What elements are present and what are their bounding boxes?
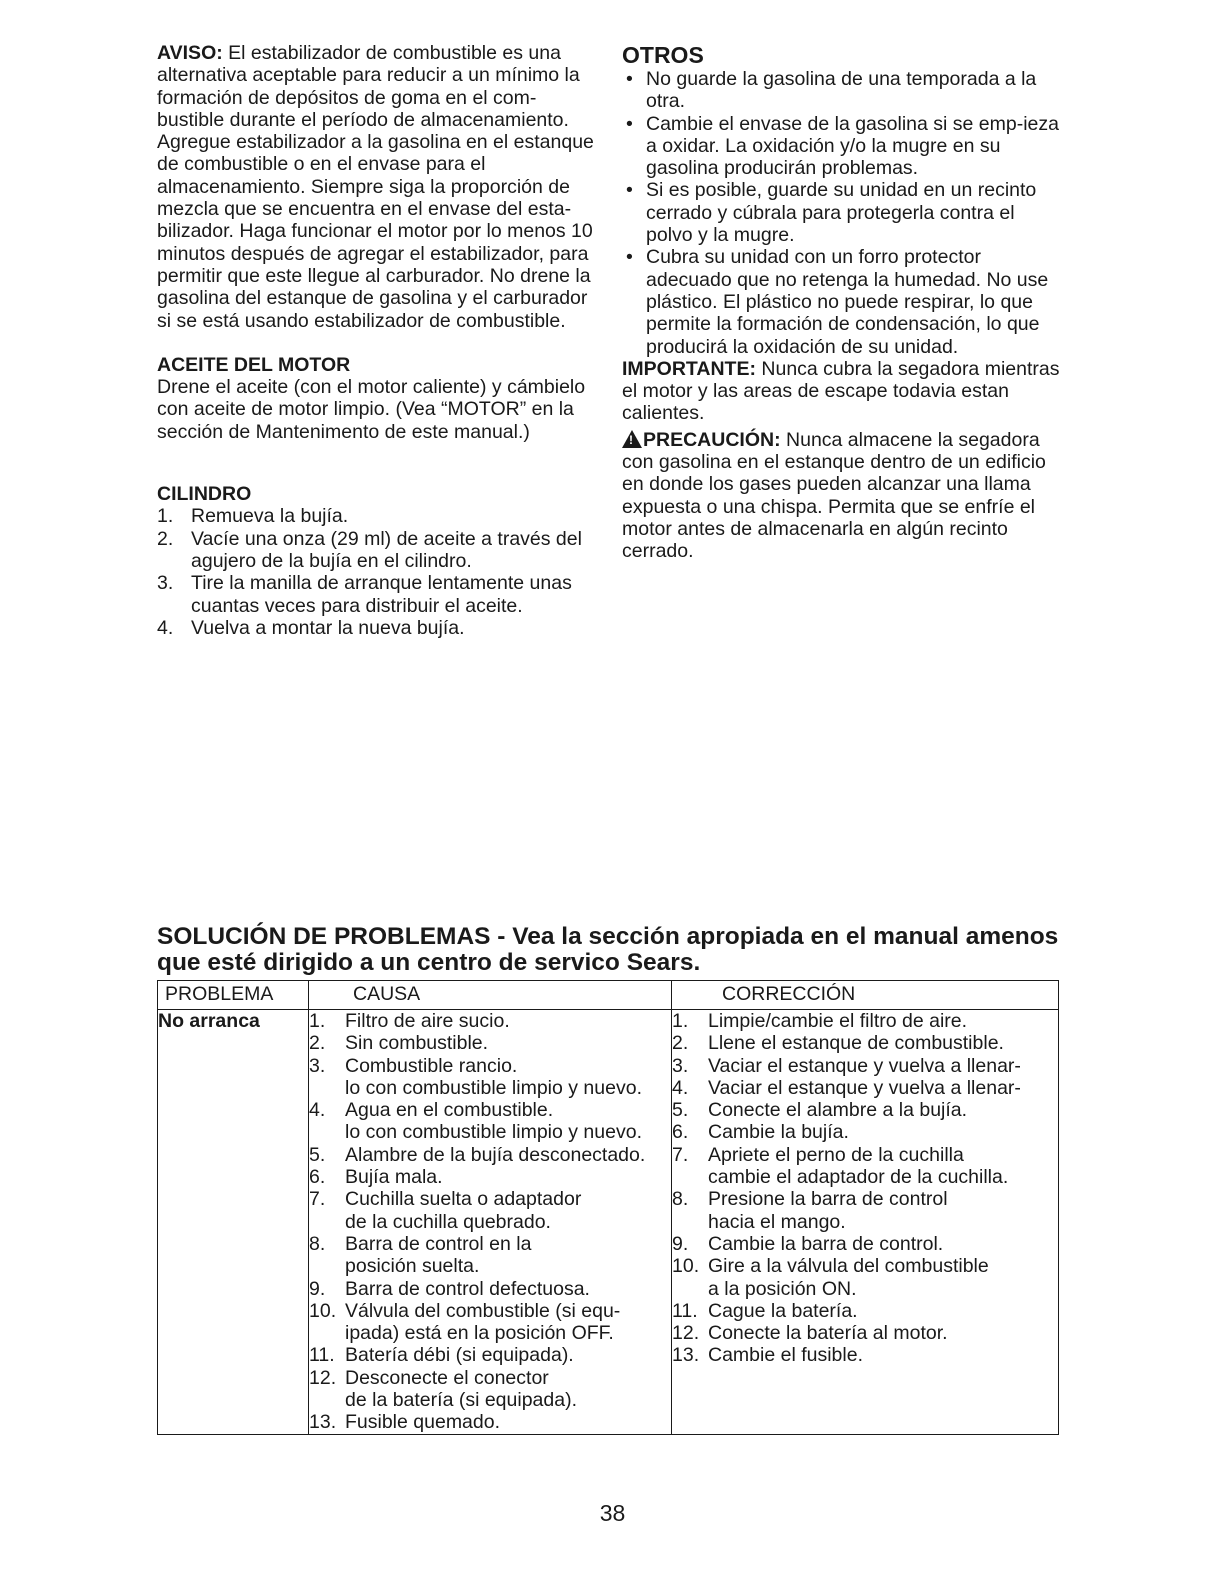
bullet-text: No guarde la gasolina de una temporada a la otra. [646,68,1037,113]
item-number: 11. [309,1344,335,1367]
item-text: Presione la barra de control hacia el mango. [708,1188,948,1233]
aceite-heading: ACEITE DEL MOTOR [157,353,351,376]
cilindro-step [157,528,602,573]
item-number: 13. [672,1344,700,1367]
item-number: 12. [309,1366,337,1389]
item-number: 10. [309,1299,337,1322]
item-number: 4. [309,1099,326,1122]
item-text: Vacíe una onza (29 ml) de aceite a través del agujero de la bujía en el cilindro. [191,527,582,572]
cause-item [309,1300,671,1345]
item-text: Tire la manilla de arranque lentamente unas cuantas veces para distribuir el aceite. [191,572,572,617]
header-problema: PROBLEMA [158,981,309,1010]
otros-heading: OTROS [622,42,704,68]
item-number: 8. [309,1232,326,1255]
correction-item [672,1344,1058,1366]
item-text: Agua en el combustible. lo con combustible limpio y nuevo. [345,1099,642,1144]
otros-list [622,68,1062,358]
bullet-icon: • [626,246,633,269]
cilindro-steps [157,505,602,639]
correction-item [672,1233,1058,1255]
cause-item [309,1233,671,1278]
correction-item [672,1010,1058,1032]
item-number: 11. [672,1299,698,1322]
cause-item [309,1166,671,1188]
bullet-icon: • [626,68,633,90]
cause-item [309,1278,671,1300]
item-text: Apriete el perno de la cuchilla cambie el adaptador de la cuchilla. [708,1143,1009,1189]
aviso-text: El estabilizador de combustible es una alternativa aceptable para reducir a un mínimo la formación de depósitos de goma en el com-bustible durante el período de almacenamiento. Agregue estabilizador a la gasolina en el estanque de combustible o en el envase para el almacenamiento. Siempre siga la proporción de mezcla que se encuentra en el envase del esta-bilizador. Haga funcionar el motor por lo menos 10 minutos después de agregar el estabilizador, para permitir que este llegue al carburador. No drene la gasolina del estanque de gasolina y el carburador si se está usando estabilizador de combustible. [157,42,594,332]
cause-item [309,1099,671,1144]
item-number: 2. [309,1032,326,1055]
right-column [622,42,1062,563]
bullet-text: Si es posible, guarde su unidad en un recinto cerrado y cúbrala para protegerla contra el polvo y la mugre. [646,179,1037,247]
item-text: Cambie el fusible. [708,1344,863,1367]
item-number: 12. [672,1322,700,1345]
causes-list [309,1010,671,1434]
correction-item [672,1055,1058,1077]
cause-item [309,1344,671,1366]
item-text: Vaciar el estanque y vuelva a llenar- [708,1054,1021,1077]
bullet-icon: • [626,179,633,202]
item-number: 6. [309,1166,326,1189]
item-text: Conecte el alambre a la bujía. [708,1099,968,1122]
page-number: 38 [599,1500,626,1526]
cilindro-step [157,572,602,617]
item-text: Vuelva a montar la nueva bujía. [191,616,465,639]
item-number: 4. [157,616,174,639]
otros-bullet-item [622,179,1062,246]
item-number: 9. [672,1232,689,1255]
otros-bullet-item [622,246,1062,357]
correction-item [672,1121,1058,1143]
item-text: Cuchilla suelta o adaptador de la cuchilla quebrado. [345,1188,582,1233]
left-column [157,42,602,639]
troubleshooting-title: SOLUCIÓN DE PROBLEMAS - Vea la sección apropiada en el manual amenos que esté dirigido a un centro de servico Sears. [157,923,1059,976]
item-text: Batería débi (si equipada). [345,1344,574,1367]
cilindro-heading: CILINDRO [157,483,252,506]
corrections-cell [672,1010,1059,1435]
item-text: Remueva la bujía. [191,505,349,528]
header-causa: CAUSA [309,981,672,1010]
cause-item [309,1188,671,1233]
aviso-label: AVISO: [157,42,223,64]
item-text: Conecte la batería al motor. [708,1322,948,1345]
item-text: Cague la batería. [708,1299,858,1322]
item-number: 3. [309,1054,326,1077]
cilindro-step [157,617,602,639]
correction-item [672,1255,1058,1300]
item-text: Gire a la válvula del combustible a la posición ON. [708,1255,989,1300]
correction-item [672,1032,1058,1054]
item-number: 2. [672,1032,689,1055]
otros-bullet-item [622,113,1062,180]
item-text: Cambie la bujía. [708,1121,849,1144]
table-header-row [158,981,1059,1010]
table-row [158,1010,1059,1435]
item-number: 7. [309,1188,326,1211]
cause-item [309,1367,671,1412]
correction-item [672,1077,1058,1099]
importante-paragraph [622,358,1062,425]
item-text: Limpie/cambie el filtro de aire. [708,1010,968,1032]
item-number: 8. [672,1188,689,1211]
correction-item [672,1300,1058,1322]
item-text: Bujía mala. [345,1166,443,1189]
item-number: 1. [672,1010,689,1032]
item-number: 5. [309,1143,326,1166]
precaucion-text: Nunca almacene la segadora con gasolina en el estanque dentro de un edificio en donde los gases pueden alcanzar una llama expuesta o una chispa. Permita que se enfríe el motor antes de almacenarla en algún recinto cerrado. [622,428,1046,563]
item-text: Vaciar el estanque y vuelva a llenar- [708,1076,1021,1099]
correction-item [672,1099,1058,1121]
item-number: 10. [672,1255,700,1278]
warning-triangle-icon [622,430,642,448]
item-number: 1. [157,505,174,528]
bullet-text: Cubra su unidad con un forro protector adecuado que no retenga la humedad. No use plástico. El plástico no puede respirar, lo que permite la formación de condensación, lo que producirá la oxidación de su unidad. [646,246,1049,358]
precaucion-label: PRECAUCIÓN: [643,428,781,451]
item-text: Sin combustible. [345,1032,489,1055]
item-number: 2. [157,527,174,550]
corrections-list [672,1010,1058,1367]
aviso-paragraph [157,42,602,332]
item-number: 6. [672,1121,689,1144]
item-number: 1. [309,1010,326,1032]
causes-cell [309,1010,672,1435]
cause-item [309,1010,671,1032]
problem-cell: No arranca [158,1010,309,1435]
cilindro-step [157,505,602,527]
correction-item [672,1144,1058,1189]
header-correccion: CORRECCIÓN [672,981,1059,1010]
item-text: Combustible rancio. lo con combustible limpio y nuevo. [345,1054,642,1099]
otros-bullet-item [622,68,1062,113]
item-number: 9. [309,1277,326,1300]
precaucion-paragraph [622,429,1062,563]
cause-item [309,1411,671,1433]
item-number: 5. [672,1099,689,1122]
aceite-paragraph: Drene el aceite (con el motor caliente) y cámbielo con aceite de motor limpio. (Vea “MOTOR” en la sección de Mantenimento de este manual.) [157,376,586,443]
item-number: 13. [309,1411,337,1434]
item-text: Desconecte el conector de la batería (si equipada). [345,1366,577,1412]
item-text: Barra de control defectuosa. [345,1277,590,1300]
item-text: Filtro de aire sucio. [345,1010,510,1032]
item-text: Válvula del combustible (si equ- ipada) está en la posición OFF. [345,1299,621,1345]
item-number: 3. [672,1054,689,1077]
importante-label: IMPORTANTE: [622,357,756,380]
bullet-icon: • [626,112,633,135]
item-number: 7. [672,1143,689,1166]
cause-item [309,1144,671,1166]
item-text: Fusible quemado. [345,1411,501,1434]
troubleshooting-table [157,980,1059,1435]
item-text: Cambie la barra de control. [708,1232,944,1255]
bullet-text: Cambie el envase de la gasolina si se emp-ieza a oxidar. La oxidación y/o la mugre en su gasolina producirán problemas. [646,112,1059,180]
item-text: Llene el estanque de combustible. [708,1032,1004,1055]
item-text: Barra de control en la posición suelta. [345,1232,532,1278]
correction-item [672,1188,1058,1233]
cause-item [309,1055,671,1100]
importante-text: Nunca cubra la segadora mientras el motor y las areas de escape todavia estan calientes. [622,357,1060,425]
item-text: Alambre de la bujía desconectado. [345,1143,646,1166]
item-number: 4. [672,1076,689,1099]
item-number: 3. [157,572,174,595]
cause-item [309,1032,671,1054]
correction-item [672,1322,1058,1344]
